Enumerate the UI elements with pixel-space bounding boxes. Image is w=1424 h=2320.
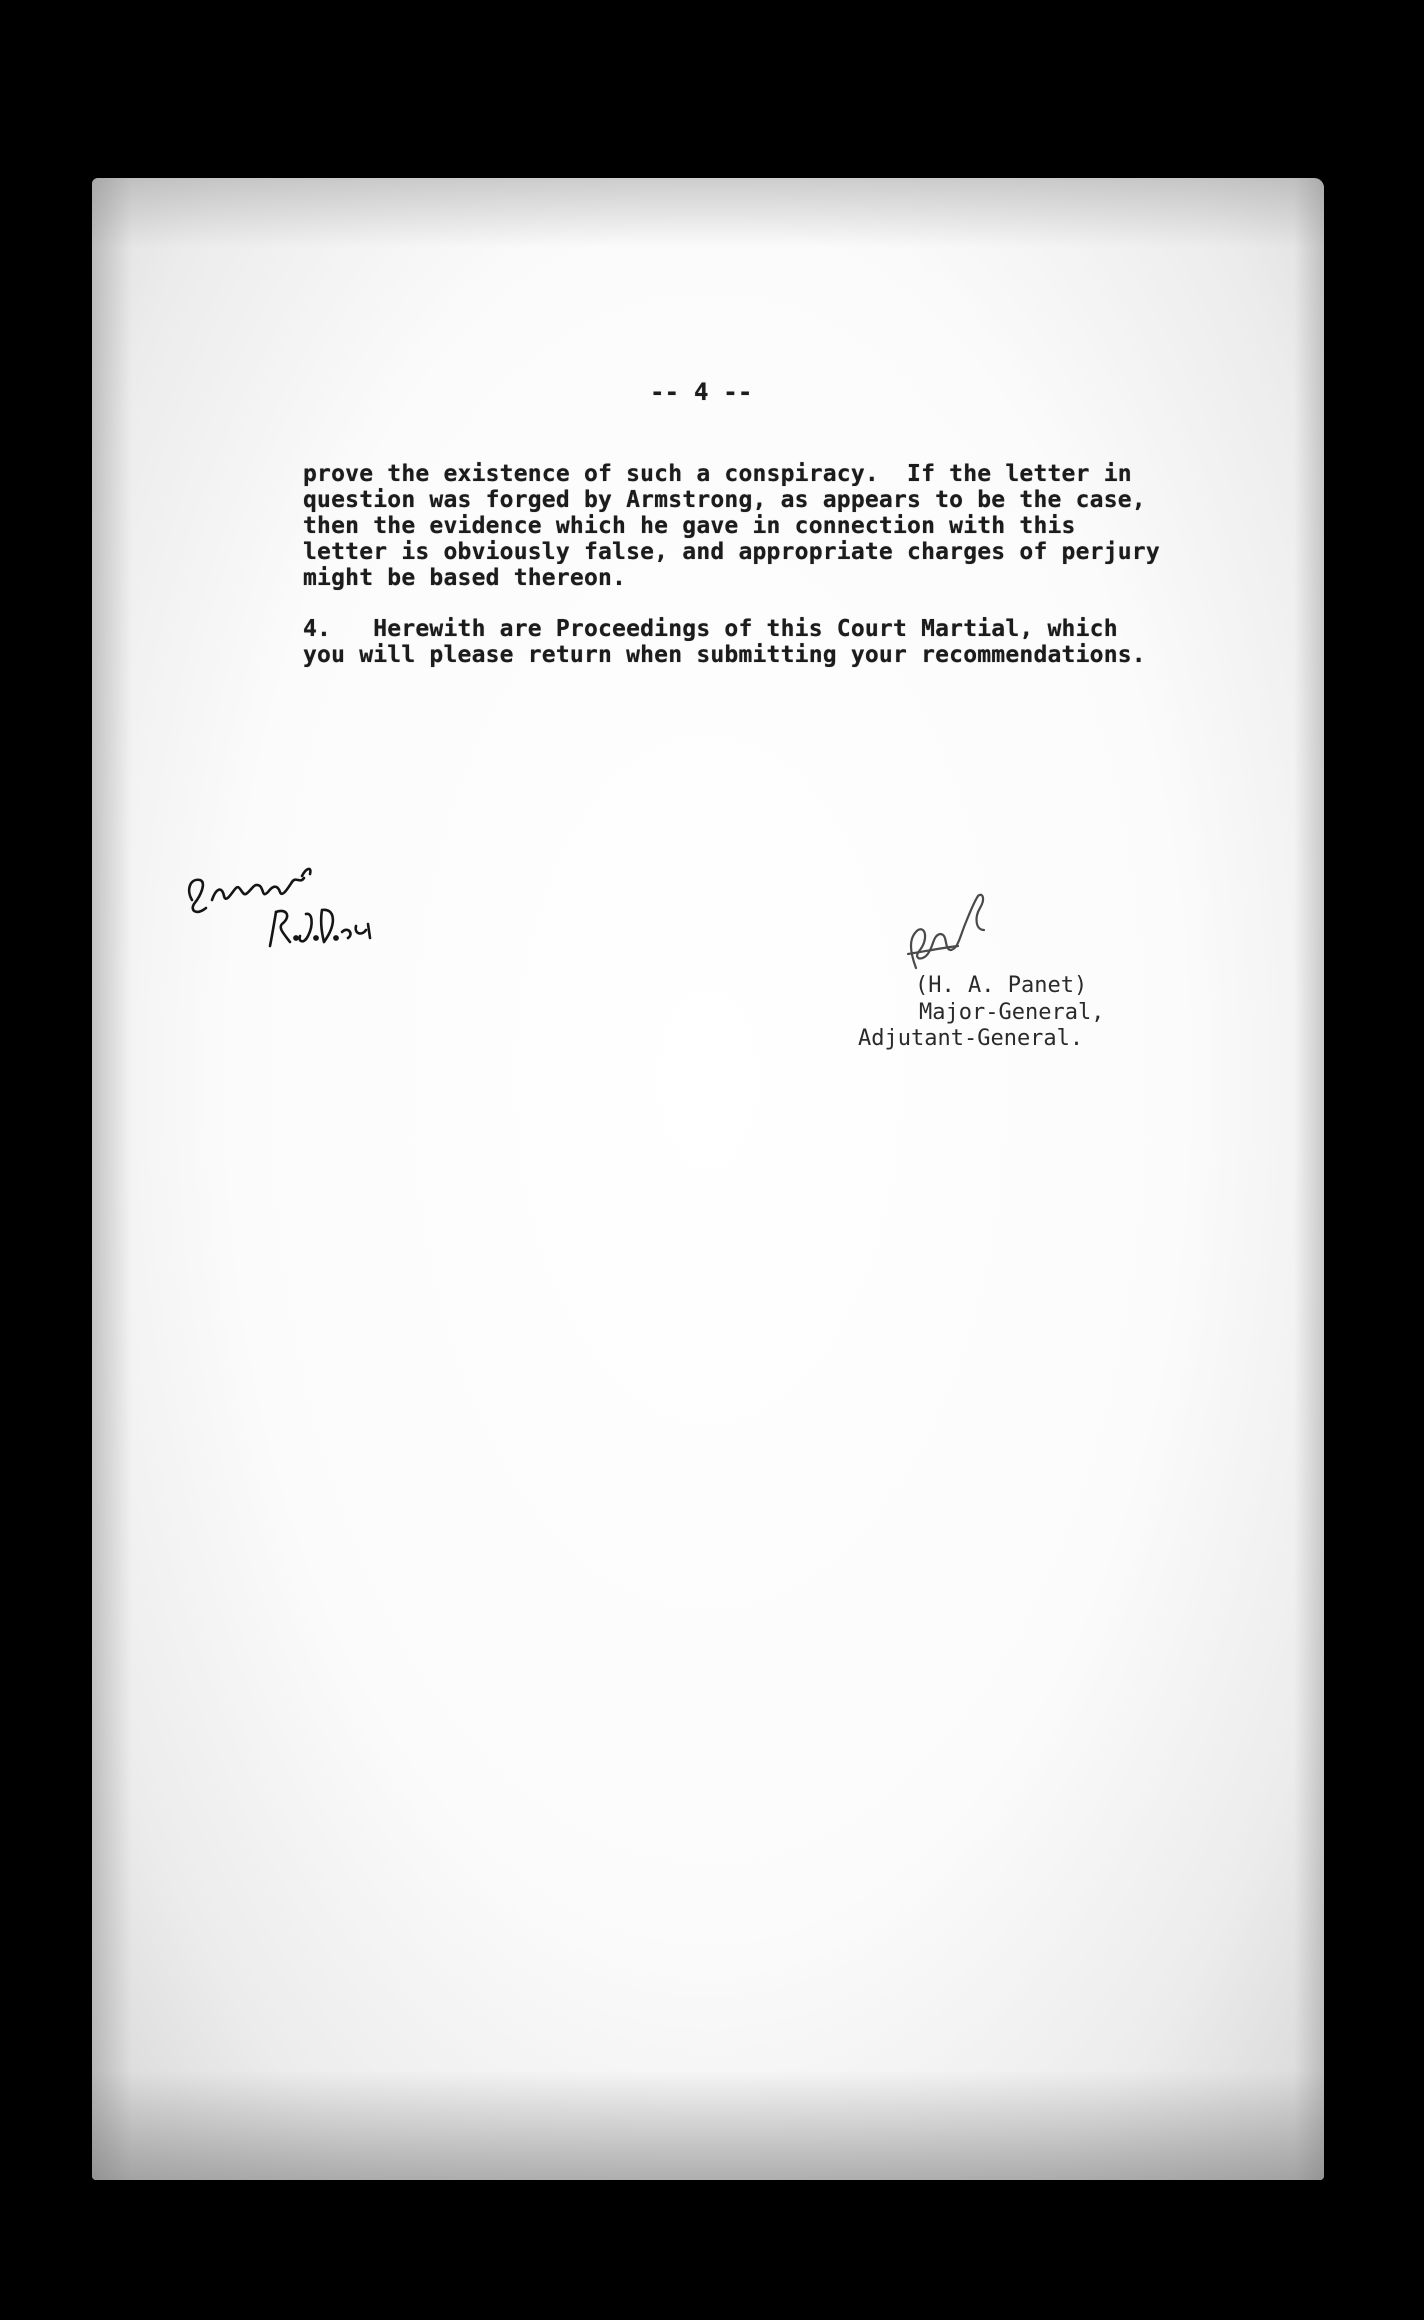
- signatory-title: Adjutant-General.: [858, 1026, 1084, 1051]
- handwritten-note: [172, 838, 392, 978]
- paragraph-line: question was forged by Armstrong, as appears to be the case,: [303, 487, 1146, 513]
- paragraph-line: then the evidence which he gave in connection with this: [303, 513, 1076, 539]
- document-page: [92, 178, 1324, 2180]
- page-number: -- 4 --: [650, 378, 753, 406]
- paragraph-line: might be based thereon.: [303, 565, 627, 591]
- paragraph-4-line: you will please return when submitting your recommendations.: [303, 642, 1146, 668]
- page-shadow-right: [1294, 178, 1324, 2180]
- signatory-name: (H. A. Panet): [915, 973, 1088, 998]
- paragraph-line: letter is obviously false, and appropriate charges of perjury: [303, 539, 1160, 565]
- paragraph-line: prove the existence of such a conspiracy. If the letter in: [303, 461, 1132, 487]
- signature-scribble: [888, 852, 998, 982]
- page-shadow-left: [92, 178, 132, 2180]
- signatory-rank: Major-General,: [919, 1000, 1105, 1025]
- paragraph-4-line: 4. Herewith are Proceedings of this Court Martial, which: [303, 616, 1118, 642]
